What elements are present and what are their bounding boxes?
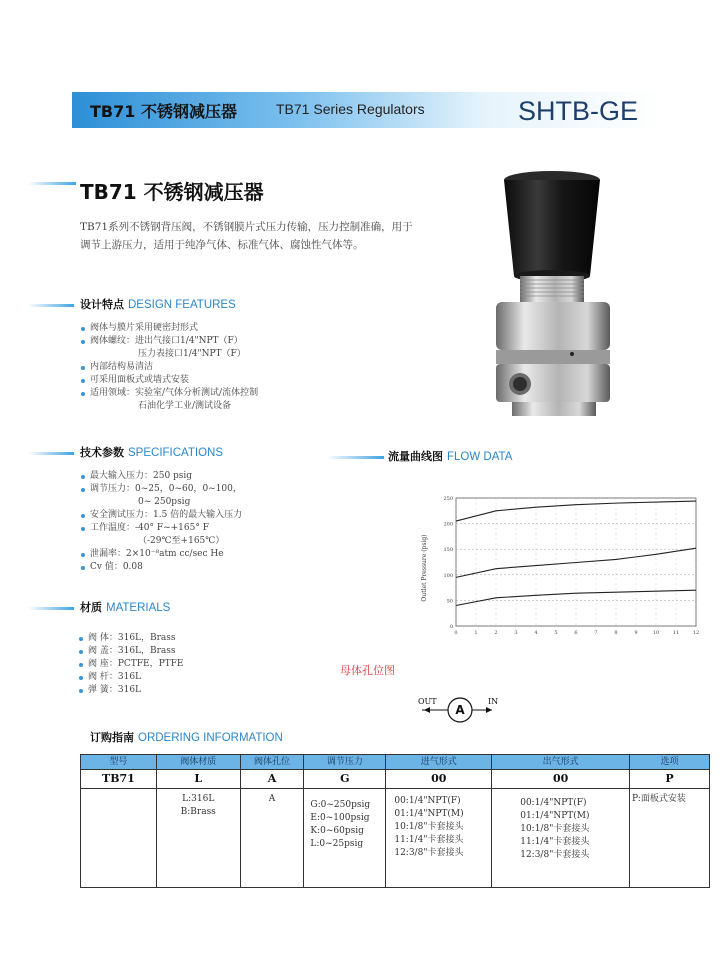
table-cell: A xyxy=(240,770,304,789)
table-code-row xyxy=(81,770,710,789)
hole-diagram-label: 母体孔位图 xyxy=(340,664,395,677)
chart-ticks xyxy=(443,496,699,636)
list-item: Cv 值：0.08 xyxy=(80,561,370,574)
specifications-list xyxy=(80,470,370,574)
y-tick-label: 100 xyxy=(443,572,453,579)
table-cell: L:316L B:Brass xyxy=(156,789,240,888)
table-header-cell: 进气形式 xyxy=(386,755,492,770)
table-cell: P xyxy=(630,770,710,789)
table-header-cell: 出气形式 xyxy=(492,755,630,770)
table-cell: 00:1/4"NPT(F) 01:1/4"NPT(M) 10:1/8"卡套接头 11:1/4"卡套接头 12:3/8"卡套接头 xyxy=(492,789,630,888)
list-item: 调节压力：0~25，0~60，0~100， 0~ 250psig xyxy=(80,483,370,509)
intro-paragraph: TB71系列不锈钢背压阀，不锈钢膜片式压力传输，压力控制准确，用于调节上游压力，适用于纯净气体、标准气体、腐蚀性气体等。 xyxy=(80,221,413,251)
x-tick-label: 4 xyxy=(534,630,538,636)
title-dash xyxy=(28,182,76,185)
x-tick-label: 3 xyxy=(514,630,518,636)
table-header-cell: 阀体孔位 xyxy=(240,755,304,770)
port-symbol-diagram xyxy=(416,690,504,728)
table-cell: 00 xyxy=(386,770,492,789)
regulator-product-image xyxy=(490,168,640,430)
table-header-cell: 阀体材质 xyxy=(156,755,240,770)
chart-y-axis-label: Outlet Pressure (psig) xyxy=(421,534,428,602)
list-item: 阀 杆：316L xyxy=(78,671,278,684)
ordering-table xyxy=(80,754,710,888)
list-item: 阀体螺纹：进出气接口1/4"NPT（F） 压力表接口1/4"NPT（F） xyxy=(80,335,370,361)
port-in-label: IN xyxy=(488,697,499,706)
x-tick-label: 1 xyxy=(474,630,478,636)
x-tick-label: 9 xyxy=(634,630,638,636)
list-item: 安全测试压力：1.5 倍的最大输入压力 xyxy=(80,509,370,522)
y-tick-label: 200 xyxy=(443,521,453,528)
list-item: 阀体与膜片采用硬密封形式 xyxy=(80,322,370,335)
table-detail-row xyxy=(81,789,710,888)
ordering-heading: 订购指南 ORDERING INFORMATION xyxy=(90,731,283,744)
list-item: 可采用面板式或墙式安装 xyxy=(80,374,370,387)
table-header-cell: 调节压力 xyxy=(304,755,386,770)
table-cell: L xyxy=(156,770,240,789)
y-tick-label: 150 xyxy=(443,547,453,554)
list-item: 弹 簧：316L xyxy=(78,684,278,697)
y-tick-label: 0 xyxy=(449,624,453,630)
port-out-label: OUT xyxy=(418,697,437,706)
table-header-cell: 型号 xyxy=(81,755,157,770)
list-item: 最大输入压力：250 psig xyxy=(80,470,370,483)
table-header-cell: 选项 xyxy=(630,755,710,770)
x-tick-label: 6 xyxy=(574,630,578,636)
x-tick-label: 7 xyxy=(594,630,598,636)
x-tick-label: 5 xyxy=(554,630,558,636)
materials-heading: 材质 MATERIALS xyxy=(80,601,171,614)
chart-series-line xyxy=(456,548,696,577)
y-tick-label: 50 xyxy=(446,598,453,605)
list-item: 内部结构易清洁 xyxy=(80,361,370,374)
x-tick-label: 11 xyxy=(672,630,680,636)
x-tick-label: 8 xyxy=(614,630,618,636)
table-cell: P:面板式安装 xyxy=(630,789,710,888)
table-header-row xyxy=(81,755,710,770)
materials-dash xyxy=(28,607,74,610)
brand-logo-text: SHTB-GE xyxy=(518,96,639,126)
page-title: TB71 不锈钢减压器 xyxy=(80,180,264,204)
specifications-heading: 技术参数 SPECIFICATIONS xyxy=(80,446,223,459)
list-item: 泄漏率：2×10⁻⁸atm cc/sec He xyxy=(80,548,370,561)
materials-list xyxy=(78,632,278,697)
table-cell: 00:1/4"NPT(F) 01:1/4"NPT(M) 10:1/8"卡套接头 11:1/4"卡套接头 12:3/8"卡套接头 xyxy=(386,789,492,888)
flow-chart xyxy=(410,490,712,640)
design-dash xyxy=(28,304,74,307)
flow-data-heading: 流量曲线图 FLOW DATA xyxy=(388,450,513,463)
table-cell: 00 xyxy=(492,770,630,789)
table-cell xyxy=(81,789,157,888)
flow-dash xyxy=(326,456,384,459)
header-title-cn: TB71 不锈钢减压器 xyxy=(90,102,237,121)
header-title-en: TB71 Series Regulators xyxy=(276,101,425,117)
table-cell: G xyxy=(304,770,386,789)
table-cell: G:0~250psig E:0~100psig K:0~60psig L:0~25psig xyxy=(304,789,386,888)
x-tick-label: 12 xyxy=(692,630,700,636)
table-cell: A xyxy=(240,789,304,888)
x-tick-label: 2 xyxy=(494,630,498,636)
design-features-heading: 设计特点 DESIGN FEATURES xyxy=(80,298,236,311)
list-item: 适用领域：实验室/气体分析测试/流体控制 石油化学工业/测试设备 xyxy=(80,387,370,413)
specs-dash xyxy=(28,452,74,455)
y-tick-label: 250 xyxy=(443,496,453,502)
x-tick-label: 0 xyxy=(454,630,458,636)
port-center-label: A xyxy=(455,703,465,717)
design-features-list xyxy=(80,322,370,413)
list-item: 阀 座：PCTFE，PTFE xyxy=(78,658,278,671)
table-cell: TB71 xyxy=(81,770,157,789)
list-item: 阀 盖：316L，Brass xyxy=(78,645,278,658)
x-tick-label: 10 xyxy=(652,630,660,636)
list-item: 工作温度：-40° F~+165° F （-29℃至+165℃） xyxy=(80,522,370,548)
list-item: 阀 体：316L，Brass xyxy=(78,632,278,645)
